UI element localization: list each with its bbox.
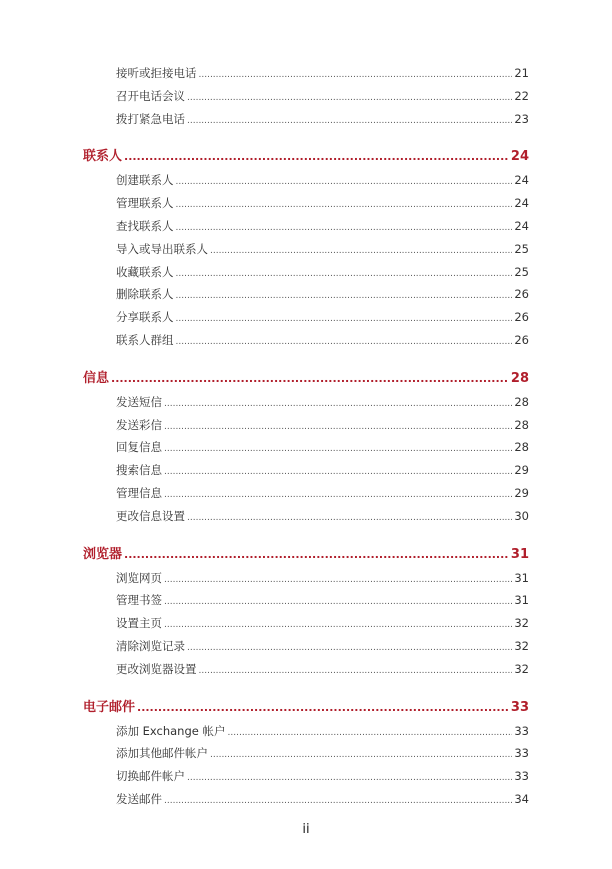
toc-section-browser[interactable] [83,543,529,567]
toc-entry[interactable] [83,238,529,261]
toc-section-email[interactable] [83,696,529,720]
dot-leader [187,767,512,790]
toc-entry-title: 更改信息设置 [116,508,185,523]
toc-entry[interactable] [83,192,529,215]
toc-entry[interactable] [83,505,529,528]
toc-section-page: 28 [510,370,529,386]
dot-leader [164,393,512,416]
toc-entry-page: 22 [514,88,529,103]
toc-entry-title: 添加其他邮件帐户 [116,746,208,761]
toc-entry-title: 查找联系人 [116,218,174,233]
dot-leader [228,722,513,745]
dot-leader [176,263,513,286]
toc-entry[interactable] [83,169,529,192]
dot-leader [187,87,512,110]
toc-entry-title: 分享联系人 [116,310,174,325]
toc-entry[interactable] [83,329,529,352]
dot-leader [176,194,513,217]
toc-entry-page: 25 [514,264,529,279]
toc-entry-page: 26 [514,332,529,347]
toc-section-page: 31 [510,546,529,562]
toc-entry-page: 32 [514,638,529,653]
toc-entry[interactable] [83,612,529,635]
toc-entry-page: 26 [514,287,529,302]
toc-entry[interactable] [83,658,529,681]
toc-entry-page: 28 [514,394,529,409]
toc-entry-page: 24 [514,218,529,233]
toc-entry-title: 切换邮件帐户 [116,769,185,784]
toc-entry-title: 发送邮件 [116,791,162,806]
toc-entry[interactable] [83,482,529,505]
dot-leader [164,416,512,439]
toc-entry-title: 回复信息 [116,440,162,455]
toc-entry-page: 29 [514,463,529,478]
toc-entry[interactable] [83,283,529,306]
toc-section-contacts[interactable] [83,145,529,169]
toc-entry-title: 更改浏览器设置 [116,661,197,676]
dot-leader [176,331,513,354]
dot-leader [164,569,512,592]
dot-leader [164,461,512,484]
dot-leader [176,308,513,331]
toc-entry-title: 清除浏览记录 [116,638,185,653]
toc-entry[interactable] [83,567,529,590]
toc-entry[interactable] [83,85,529,108]
dot-leader [176,171,513,194]
toc-entry[interactable] [83,391,529,414]
toc-entry[interactable] [83,788,529,811]
dot-leader [199,660,513,683]
dot-leader [164,614,512,637]
dot-leader [187,507,512,530]
toc-entry-title: 添加 Exchange 帐户 [116,723,226,738]
toc-entry-title: 接听或拒接电话 [116,66,197,80]
dot-leader [176,285,513,308]
toc-entry-page: 26 [514,310,529,325]
dot-leader [187,637,512,660]
toc-entry-page: 25 [514,241,529,256]
toc-entry-title: 发送彩信 [116,417,162,432]
toc-section-page: 33 [510,699,529,715]
dot-leader [111,367,509,391]
dot-leader [164,438,512,461]
toc-entry[interactable] [83,720,529,743]
toc-entry-page: 34 [514,791,529,806]
toc-entry[interactable] [83,459,529,482]
toc-entry-page: 28 [514,417,529,432]
toc-entry[interactable] [83,589,529,612]
dot-leader [164,790,512,813]
dot-leader [210,240,512,263]
toc-entry-page: 32 [514,616,529,631]
toc-entry[interactable] [83,765,529,788]
toc-entry-page: 29 [514,485,529,500]
toc-entry[interactable] [83,635,529,658]
toc-section-page: 24 [510,149,529,165]
dot-leader [199,64,513,87]
toc-entry-title: 搜索信息 [116,463,162,478]
toc-entry-title: 收藏联系人 [116,264,174,279]
toc-entry-title: 管理书签 [116,593,162,608]
dot-leader [137,696,509,720]
dot-leader [176,217,513,240]
toc-entry[interactable] [83,436,529,459]
dot-leader [124,543,509,567]
toc-entry-title: 删除联系人 [116,287,174,302]
toc-section-title: 信息 [83,370,110,386]
toc-entry-page: 24 [514,173,529,188]
toc-section-title: 电子邮件 [83,699,136,715]
toc-entry-title: 创建联系人 [116,173,174,188]
toc-entry-page: 32 [514,661,529,676]
dot-leader [124,145,509,169]
toc-section-title: 联系人 [83,149,123,165]
toc-entry-page: 33 [514,723,529,738]
table-of-contents [83,62,529,811]
toc-entry-page: 23 [514,111,529,126]
toc-entry[interactable] [83,306,529,329]
toc-entry-title: 管理联系人 [116,196,174,211]
toc-entry-page: 28 [514,440,529,455]
toc-entry-page: 24 [514,196,529,211]
toc-entry[interactable] [83,742,529,765]
toc-entry-title: 导入或导出联系人 [116,241,208,256]
toc-entry[interactable] [83,261,529,284]
dot-leader [164,591,512,614]
dot-leader [187,110,512,133]
toc-entry[interactable] [83,108,529,131]
toc-entry-page: 31 [514,570,529,585]
page-number: ii [302,822,310,837]
toc-entry-page: 21 [514,66,529,80]
toc-entry-title: 联系人群组 [116,332,174,347]
toc-section-title: 浏览器 [83,546,123,562]
toc-entry-page: 33 [514,769,529,784]
toc-entry-title: 拨打紧急电话 [116,111,185,126]
toc-entry-title: 浏览网页 [116,570,162,585]
toc-entry-title: 召开电话会议 [116,88,185,103]
toc-entry-page: 30 [514,508,529,523]
toc-entry[interactable] [83,62,529,85]
toc-entry-page: 33 [514,746,529,761]
dot-leader [210,744,512,767]
dot-leader [164,484,512,507]
toc-entry-title: 管理信息 [116,485,162,500]
toc-entry-page: 31 [514,593,529,608]
toc-entry[interactable] [83,215,529,238]
toc-section-messages[interactable] [83,367,529,391]
toc-entry-title: 发送短信 [116,394,162,409]
toc-entry-title: 设置主页 [116,616,162,631]
toc-entry[interactable] [83,414,529,437]
